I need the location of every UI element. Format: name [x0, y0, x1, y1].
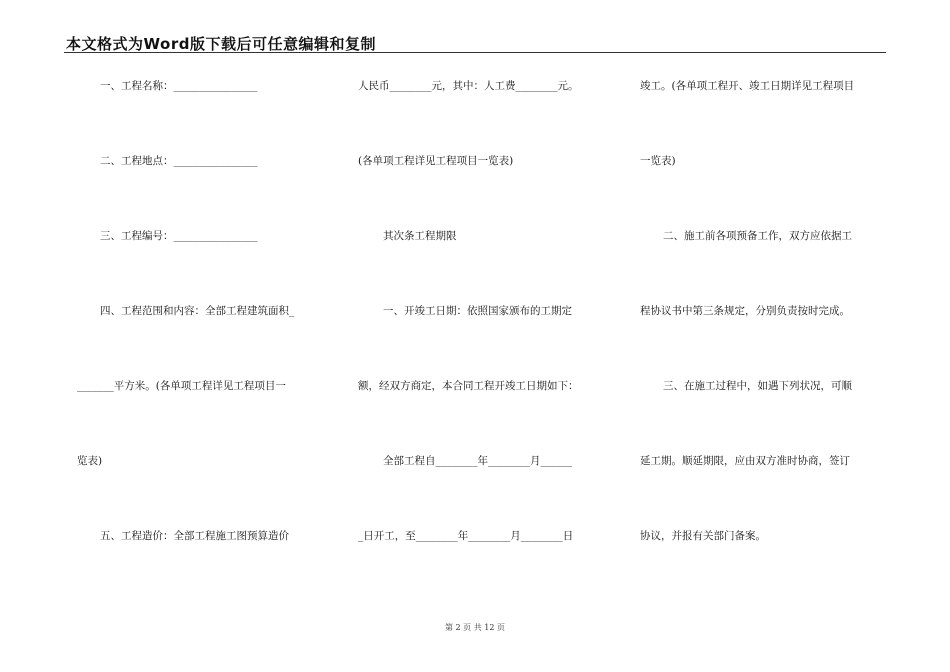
text-line: _日开工，至________年________月________日	[358, 530, 574, 542]
text-line: 五、工程造价：全部工程施工图预算造价	[100, 530, 289, 542]
text-line: 一览表)	[640, 155, 676, 167]
text-line: 其次条工程期限	[383, 230, 457, 242]
text-line: 协议，并报有关部门备案。	[640, 530, 766, 542]
text-line: 一、工程名称：________________	[100, 80, 258, 92]
text-line: 全部工程自________年________月______	[383, 455, 572, 467]
text-line: 一、开竣工日期：依照国家颁布的工期定	[383, 305, 572, 317]
text-line: 三、在施工过程中，如遇下列状况，可顺	[663, 380, 852, 392]
text-line: 二、工程地点：________________	[100, 155, 258, 167]
text-line: 人民币________元，其中：人工费________元。	[358, 80, 579, 92]
text-line: 竣工。(各单项工程开、竣工日期详见工程项目	[640, 80, 855, 92]
page-header-title: 本文格式为Word版下载后可任意编辑和复制	[66, 35, 376, 53]
text-line: (各单项工程详见工程项目一览表)	[358, 155, 514, 167]
text-line: 览表)	[77, 455, 103, 467]
column-middle	[340, 0, 630, 672]
text-line: 三、工程编号：________________	[100, 230, 258, 242]
page-footer: 第 2 页 共 12 页	[445, 623, 505, 632]
text-line: 二、施工前各项预备工作，双方应依据工	[663, 230, 852, 242]
column-right	[630, 0, 910, 672]
text-line: 四、工程范围和内容：全部工程建筑面积_	[100, 305, 295, 317]
text-line: 额，经双方商定，本合同工程开竣工日期如下：	[358, 380, 579, 392]
text-line: 延工期。顺延期限，应由双方准时协商，签订	[640, 455, 850, 467]
text-line: _______平方米。(各单项工程详见工程项目一	[77, 380, 286, 392]
column-left	[0, 0, 340, 672]
text-line: 程协议书中第三条规定，分别负责按时完成。	[640, 305, 850, 317]
